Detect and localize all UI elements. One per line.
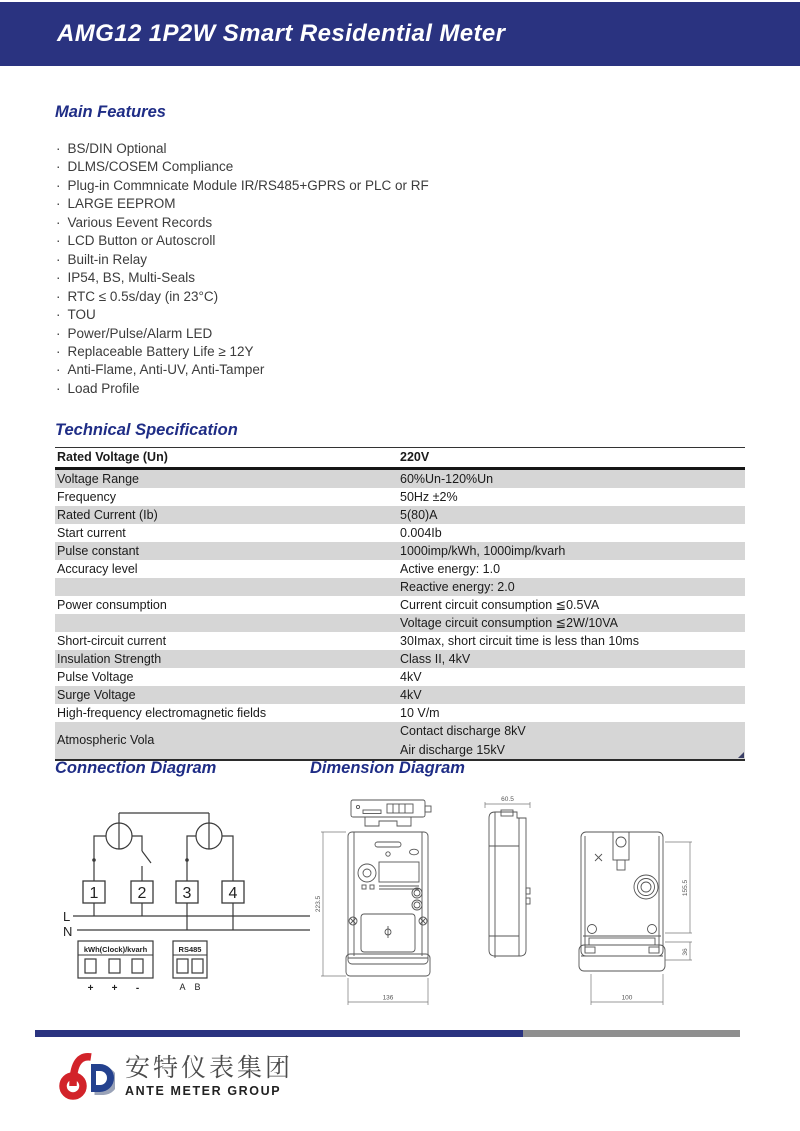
spec-row: [55, 614, 745, 632]
connection-heading: Connection Diagram: [55, 759, 217, 777]
spec-label: Pulse constant: [57, 544, 139, 558]
dim-back-height: 155.5: [682, 879, 689, 897]
spec-row: [55, 488, 745, 506]
feature-item: [56, 269, 429, 287]
spec-label: Surge Voltage: [57, 688, 136, 702]
company-logo: [55, 1050, 293, 1102]
rs485-block-title: RS485: [178, 945, 202, 954]
spec-header-row: [55, 447, 745, 470]
connection-diagram-svg: [55, 803, 310, 1008]
spec-value: 220V: [400, 450, 430, 464]
lcd-display: [379, 862, 419, 882]
feature-text: Power/Pulse/Alarm LED: [67, 325, 213, 341]
spec-row: [55, 686, 745, 704]
bullet: ·: [56, 343, 61, 359]
feature-text: TOU: [67, 307, 96, 323]
feature-text: Replaceable Battery Life ≥ 12Y: [67, 343, 254, 359]
spec-value: 60%Un-120%Un: [400, 472, 494, 486]
bullet: ·: [56, 307, 61, 323]
spec-label: Pulse Voltage: [57, 670, 134, 684]
junction-dot: [185, 858, 189, 862]
bullet: ·: [56, 214, 61, 230]
feature-text: RTC ≤ 0.5s/day (in 23°C): [67, 288, 219, 304]
spec-row: [55, 542, 745, 560]
terminal-number: 1: [89, 885, 99, 902]
spec-value: 30Imax, short circuit time is less than 10ms: [400, 634, 639, 648]
pulse-pin: -: [135, 983, 140, 994]
feature-item: [56, 325, 429, 343]
feature-item: [56, 158, 429, 176]
feature-text: LARGE EEPROM: [67, 196, 176, 212]
meter-front-view: [346, 832, 430, 976]
feature-text: Load Profile: [67, 380, 140, 396]
spec-value: 0.004Ib: [400, 526, 442, 540]
logo-text: [125, 1055, 293, 1098]
dimension-diagram-svg: [313, 788, 760, 1015]
feature-text: Built-in Relay: [67, 251, 148, 267]
bullet: ·: [56, 251, 61, 267]
dim-back-lower: 36: [682, 948, 689, 956]
spec-value: 5(80)A: [400, 508, 438, 522]
feature-item: [56, 177, 429, 195]
feature-text: DLMS/COSEM Compliance: [67, 159, 234, 175]
dimension-lines: [321, 802, 692, 1005]
terminal-boxes: [83, 881, 244, 903]
terminal-numbers: [90, 885, 238, 902]
spec-label: High-frequency electromagnetic fields: [57, 706, 267, 720]
spec-value: 10 V/m: [400, 706, 440, 720]
bullet: ·: [56, 141, 61, 156]
spec-value: Current circuit consumption ≦0.5VA: [400, 598, 600, 612]
rs485-pin: B: [194, 982, 201, 992]
spec-value: 4kV: [400, 670, 422, 684]
spec-value: Class II, 4kV: [400, 652, 471, 666]
feature-item: [56, 232, 429, 250]
feature-text: Various Eevent Records: [67, 214, 213, 230]
meter-side-view: [489, 810, 530, 958]
spec-value: 50Hz ±2%: [400, 490, 458, 504]
footer-bar: [35, 1030, 740, 1037]
pulse-pin: +: [87, 983, 94, 994]
rs485-terminal-block: [173, 941, 207, 992]
spec-value: Reactive energy: 2.0: [400, 580, 515, 594]
bullet: ·: [56, 362, 61, 378]
spec-label: Atmospheric Vola: [57, 733, 155, 748]
spec-row: [55, 596, 745, 614]
pulse-pin: +: [111, 983, 118, 994]
rs485-pin: A: [179, 982, 186, 992]
spec-label: Rated Voltage (Un): [57, 450, 168, 464]
bullet: ·: [56, 380, 61, 396]
footer-bar-gray: [523, 1030, 740, 1037]
dim-side-depth: 60.5: [501, 796, 514, 803]
bullet: ·: [56, 177, 61, 193]
bullet: ·: [56, 288, 61, 304]
spec-value: 4kV: [400, 688, 422, 702]
spec-value-line2: Air discharge 15kV: [400, 742, 505, 757]
junction-dot: [92, 858, 96, 862]
feature-text: IP54, BS, Multi-Seals: [67, 270, 196, 286]
spec-row: [55, 506, 745, 524]
spec-value: Active energy: 1.0: [400, 562, 501, 576]
logo-mark: [55, 1050, 115, 1102]
spec-row: [55, 470, 745, 488]
spec-value-line1: Contact discharge 8kV: [400, 724, 526, 738]
spec-label: Voltage Range: [57, 472, 140, 486]
specs-heading: Technical Specification: [55, 421, 238, 439]
feature-item: [56, 214, 429, 232]
optical-port: [358, 864, 376, 882]
dim-back-width: 100: [621, 994, 633, 1002]
spec-row: [55, 560, 745, 578]
spec-label: Insulation Strength: [57, 652, 162, 666]
spec-label: Rated Current (Ib): [57, 508, 158, 522]
feature-text: Plug-in Commnicate Module IR/RS485+GPRS or PLC or RF: [67, 177, 429, 193]
spec-row: [55, 704, 745, 722]
pulse-block-title: kWh(Clock)/kvarh: [83, 945, 148, 954]
spec-row: [55, 650, 745, 668]
spec-row: [55, 578, 745, 596]
bullet: ·: [56, 325, 61, 341]
switch-blade: [142, 851, 151, 863]
feature-item: [56, 361, 429, 379]
brand-name-en: ANTE METER GROUP: [125, 1083, 282, 1098]
dimension-heading: Dimension Diagram: [310, 759, 465, 777]
dim-front-width: 136: [382, 994, 394, 1002]
spec-row: [55, 524, 745, 542]
spec-value: 1000imp/kWh, 1000imp/kvarh: [400, 544, 566, 558]
hanging-bracket: [613, 832, 629, 860]
push-button: [412, 888, 422, 898]
phase-label: L: [63, 909, 71, 924]
spec-value: [400, 722, 745, 759]
table-corner-mark: [738, 752, 744, 758]
terminal-number: 3: [182, 885, 192, 902]
spec-label: Power consumption: [57, 598, 167, 612]
meter-back-view: [579, 832, 665, 971]
feature-item: [56, 343, 429, 361]
spec-label: Short-circuit current: [57, 634, 167, 648]
feature-item: [56, 251, 429, 269]
feature-item: [56, 288, 429, 306]
brand-name-cn: 安特仪表集团: [125, 1053, 294, 1082]
bullet: ·: [56, 159, 61, 175]
feature-text: LCD Button or Autoscroll: [67, 233, 216, 249]
bullet: ·: [56, 196, 61, 212]
spec-value: Voltage circuit consumption ≦2W/10VA: [400, 616, 618, 630]
neutral-label: N: [63, 924, 73, 939]
features-heading: Main Features: [55, 103, 166, 121]
dim-front-height: 223.5: [315, 895, 322, 913]
feature-text: Anti-Flame, Anti-UV, Anti-Tamper: [67, 362, 265, 378]
spec-label: Frequency: [57, 490, 117, 504]
spec-label: [55, 614, 400, 632]
features-list: [56, 140, 429, 398]
feature-text: BS/DIN Optional: [67, 141, 167, 156]
spec-row: [55, 722, 745, 759]
footer-bar-navy: [35, 1030, 523, 1037]
feature-item: [56, 306, 429, 324]
spec-label: Start current: [57, 526, 126, 540]
bullet: ·: [56, 270, 61, 286]
feature-item: [56, 140, 429, 158]
spec-row: [55, 632, 745, 650]
spec-label: Accuracy level: [57, 562, 138, 576]
page-title: AMG12 1P2W Smart Residential Meter: [57, 20, 506, 47]
spec-label: [55, 578, 400, 596]
terminal-number: 4: [228, 885, 238, 902]
feature-item: [56, 380, 429, 398]
specs-table: [55, 447, 745, 761]
pulse-terminal-block: [78, 941, 153, 994]
bullet: ·: [56, 233, 61, 249]
push-button: [412, 900, 422, 910]
meter-top-view: [351, 800, 431, 826]
spec-row: [55, 668, 745, 686]
wiring-lines: [73, 813, 310, 930]
feature-item: [56, 195, 429, 213]
title-bar: [0, 2, 800, 66]
terminal-number: 2: [137, 885, 147, 902]
